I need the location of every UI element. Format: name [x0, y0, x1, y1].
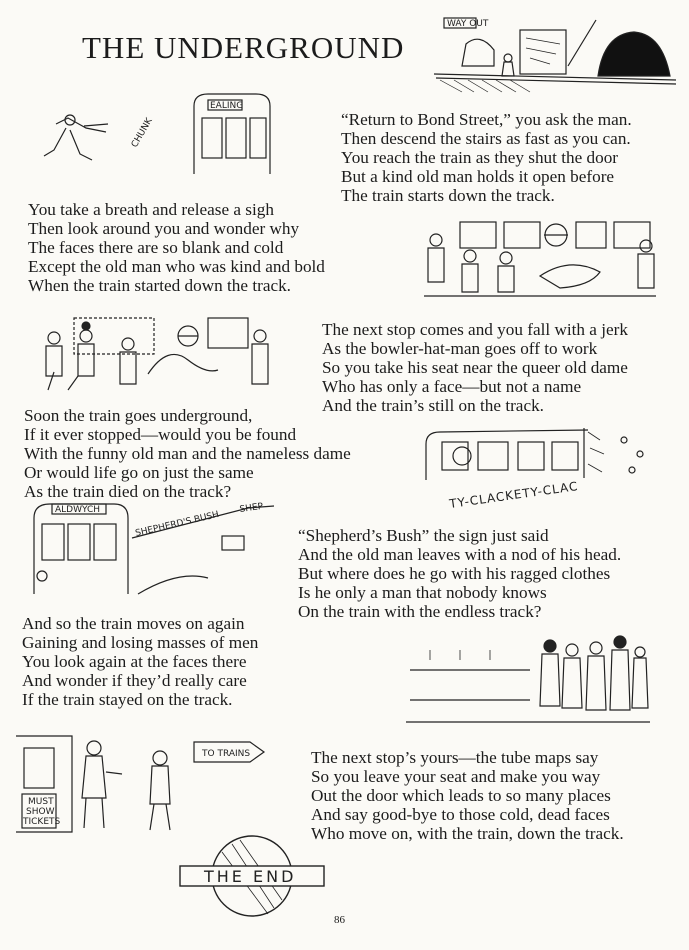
- stanza-line: Gaining and losing masses of men: [22, 633, 259, 653]
- carriage-passengers-sketch: [420, 216, 660, 304]
- crowd-carriage-sketch: [400, 630, 660, 730]
- stanza-line: You take a breath and release a sigh: [28, 200, 274, 219]
- stanza-line: With the funny old man and the nameless dame: [24, 444, 351, 464]
- stanza-line: As the train died on the track?: [24, 482, 232, 502]
- page-title: THE UNDERGROUND: [82, 30, 405, 65]
- stanza-line: And so the train moves on again: [22, 614, 245, 633]
- stanza-line: Who move on, with the train, down the track.: [311, 824, 624, 844]
- train-tunnel-sketch: [418, 420, 668, 510]
- station-tunnel-sketch: [400, 14, 680, 94]
- stanza-line: The next stop comes and you fall with a jerk: [322, 320, 628, 339]
- stanza-line: You reach the train as they shut the door: [341, 148, 619, 168]
- stanza-line: Soon the train goes underground,: [24, 406, 253, 425]
- stanza-line: Who has only a face—but not a name: [322, 377, 582, 397]
- stanza-line: On the train with the endless track?: [298, 602, 542, 622]
- must-show-tickets-line: TICKETS: [23, 817, 61, 827]
- stanza-4: [24, 406, 351, 501]
- ealing-sign: EALING: [210, 101, 244, 111]
- clackety-sound: TY-CLACKETY-CLAC: [448, 479, 580, 511]
- stanza-1: [341, 110, 632, 205]
- stanza-line: The faces there are so blank and cold: [28, 238, 284, 258]
- stanza-7: [311, 748, 624, 843]
- stanza-line: But where does he go with his ragged clothes: [298, 564, 611, 584]
- the-end-roundel: [178, 834, 328, 930]
- shepherds-bush-sketch: [28, 494, 288, 604]
- running-man-sketch: [36, 88, 286, 188]
- stanza-2: [28, 200, 325, 295]
- stanza-line: The next stop’s yours—the tube maps say: [311, 748, 599, 767]
- stanza-line: So you leave your seat and make you way: [311, 767, 601, 787]
- stanza-line: So you take his seat near the queer old dame: [322, 358, 628, 378]
- stanza-line: As the bowler-hat-man goes off to work: [322, 339, 598, 359]
- aldwych-sign: ALDWYCH: [55, 505, 101, 515]
- stanza-line: Except the old man who was kind and bold: [28, 257, 325, 277]
- stanza-line: If it ever stopped—would you be found: [24, 425, 297, 445]
- stanza-line: Or would life go on just the same: [24, 463, 254, 483]
- to-trains-sign: TO TRAINS: [202, 749, 251, 759]
- stanza-6: [22, 614, 258, 709]
- stanza-line: And the old man leaves with a nod of his head.: [298, 545, 622, 565]
- stanza-line: If the train stayed on the track.: [22, 690, 233, 710]
- must-show-tickets-line: MUST: [28, 797, 54, 807]
- stanza-line: “Return to Bond Street,” you ask the man.: [341, 110, 632, 129]
- stanza-line: And wonder if they’d really care: [22, 671, 247, 691]
- stanza-line: Out the door which leads to so many places: [311, 786, 611, 806]
- chunk-sound: CHUNK: [129, 116, 155, 150]
- stanza-line: Then look around you and wonder why: [28, 219, 300, 239]
- shep-sign: SHEP: [239, 501, 264, 515]
- stanza-line: “Shepherd’s Bush” the sign just said: [298, 526, 549, 545]
- stanza-line: The train starts down the track.: [341, 186, 555, 206]
- ticket-collector-sketch: [14, 728, 274, 838]
- stanza-line: When the train started down the track.: [28, 276, 291, 296]
- way-out-sign: WAY OUT: [447, 19, 489, 29]
- stanza-3: [322, 320, 628, 415]
- bowler-hat-sketch: [38, 314, 288, 394]
- stanza-5: [298, 526, 621, 621]
- stanza-line: You look again at the faces there: [22, 652, 247, 672]
- stanza-line: But a kind old man holds it open before: [341, 167, 615, 187]
- the-end-text: THE END: [204, 867, 297, 886]
- page-number: 86: [334, 914, 345, 926]
- must-show-tickets-line: SHOW: [26, 807, 55, 817]
- shepherds-bush-sign: SHEPHERD'S BUSH: [134, 509, 221, 539]
- stanza-line: And say good-bye to those cold, dead faces: [311, 805, 610, 825]
- stanza-line: Then descend the stairs as fast as you can.: [341, 129, 631, 149]
- stanza-line: And the train’s still on the track.: [322, 396, 544, 416]
- stanza-line: Is he only a man that nobody knows: [298, 583, 547, 603]
